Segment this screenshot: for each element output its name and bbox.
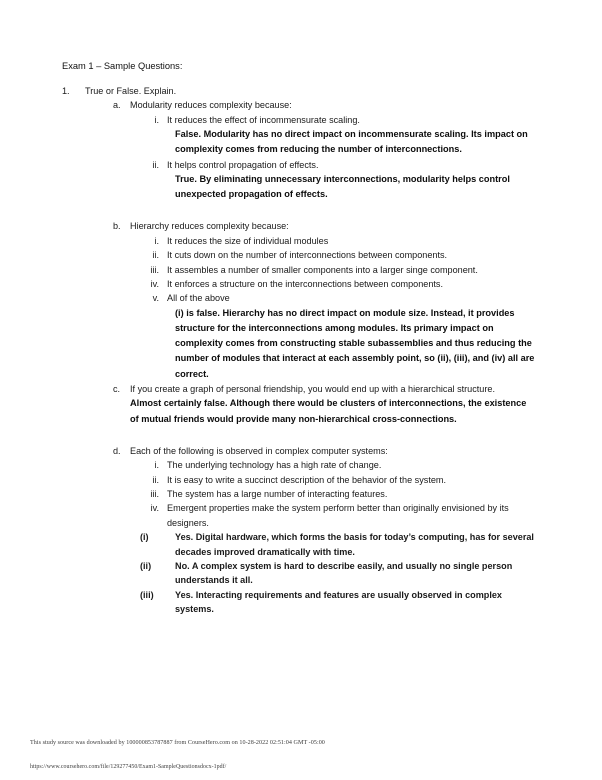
list-item-text: True or False. Explain. [85,86,177,96]
download-notice: This study source was downloaded by 100000853787887 from CourseHero.com on 10-28-2022 02:51:04 GMT -05:00 [30,740,325,746]
list-marker: c. [113,383,121,394]
list-item-part-c [113,382,602,396]
list-item-a-i [137,113,602,127]
answer-a-ii: True. By eliminating unnecessary interconnections, modularity helps control unexpected propagation of effects. [175,174,510,200]
list-item-text: If you create a graph of personal friendship, you would end up with a hierarchical structure. [130,383,495,394]
list-marker: (iii) [140,589,154,600]
list-marker: ii. [152,250,159,261]
list-marker: iii. [150,264,159,275]
list-marker: b. [113,221,121,232]
list-item-d-iv [137,501,602,530]
page-title: Exam 1 – Sample Questions: [62,61,183,71]
list-marker: (ii) [140,560,152,571]
list-marker: iv. [150,503,159,514]
list-item-text: All of the above [167,293,230,304]
list-marker: (i) [140,532,149,543]
list-item-text: Each of the following is observed in complex computer systems: [130,445,388,456]
answer-c: Almost certainly false. Although there would be clusters of interconnections, the existence of mutual friends would provide many non-hierarchical cross-connections. [130,398,527,424]
list-item-b-v [137,291,602,305]
list-item-b-ii [137,248,602,262]
list-marker: iii. [150,488,159,499]
list-item-text: It assembles a number of smaller components into a larger singe component. [167,264,478,275]
list-marker: v. [152,293,159,304]
list-item-text: It reduces the size of individual modules [167,235,329,246]
spacer [0,427,602,444]
answer-d-ii [140,559,602,588]
spacer [0,202,602,219]
list-item-d-ii [137,473,602,487]
list-item-part-a [113,98,602,112]
spacer [0,73,602,84]
list-item-d-i [137,458,602,472]
list-item-text: It cuts down on the number of interconnections between components. [167,250,448,261]
list-item-text: The system has a large number of interacting features. [167,488,388,499]
list-item-text: It helps control propagation of effects. [167,159,319,170]
list-item-text: Emergent properties make the system perform better than originally envisioned by its designers. [167,503,509,528]
list-item-text: No. A complex system is hard to describe easily, and usually no single person understands it all. [175,560,513,586]
list-item-text: Hierarchy reduces complexity because: [130,221,289,232]
list-marker: iv. [150,279,159,290]
list-marker: d. [113,445,121,456]
list-item-b-iii [137,263,602,277]
source-url[interactable]: https://www.coursehero.com/file/129277450/Exam1-SampleQuestionsdocx-1pdf/ [30,764,227,770]
list-item-a-ii [137,158,602,172]
list-item-text: It is easy to write a succinct description of the behavior of the system. [167,474,447,485]
list-item-b-iv [137,277,602,291]
list-item-d-iii [137,487,602,501]
answer-b: (i) is false. Hierarchy has no direct impact on module size. Instead, it provides structure for the interconnections among modules. Its primary impact on complexity comes from constructing stable subassemblies and thus reducing the number of modules that interact at each assembly point, so (ii), (iii), and (iv) all are correct. [175,307,535,379]
list-marker: i. [154,460,159,471]
answer-a-i: False. Modularity has no direct impact on incommensurate scaling. Its impact on complexity comes from reducing the number of interconnections. [175,129,528,155]
list-marker: 1. [62,86,70,96]
answer-d-iii [140,588,602,617]
list-marker: ii. [152,159,159,170]
list-item-b-i [137,234,602,248]
list-marker: i. [154,114,159,125]
list-item-text: Modularity reduces complexity because: [130,100,292,111]
list-marker: i. [154,235,159,246]
list-marker: ii. [152,474,159,485]
list-item-text: The underlying technology has a high rate of change. [167,460,382,471]
list-item-part-b [113,219,602,233]
answer-d-i [140,530,602,559]
list-item-text: It enforces a structure on the interconnections between components. [167,279,444,290]
list-marker: a. [113,100,121,111]
list-item-text: Yes. Interacting requirements and features are usually observed in complex systems. [175,589,502,615]
list-item-question-1 [62,84,602,98]
list-item-text: It reduces the effect of incommensurate scaling. [167,114,360,125]
list-item-part-d [113,444,602,458]
list-item-text: Yes. Digital hardware, which forms the basis for today’s computing, has for several decades improved dramatically with time. [175,532,534,557]
